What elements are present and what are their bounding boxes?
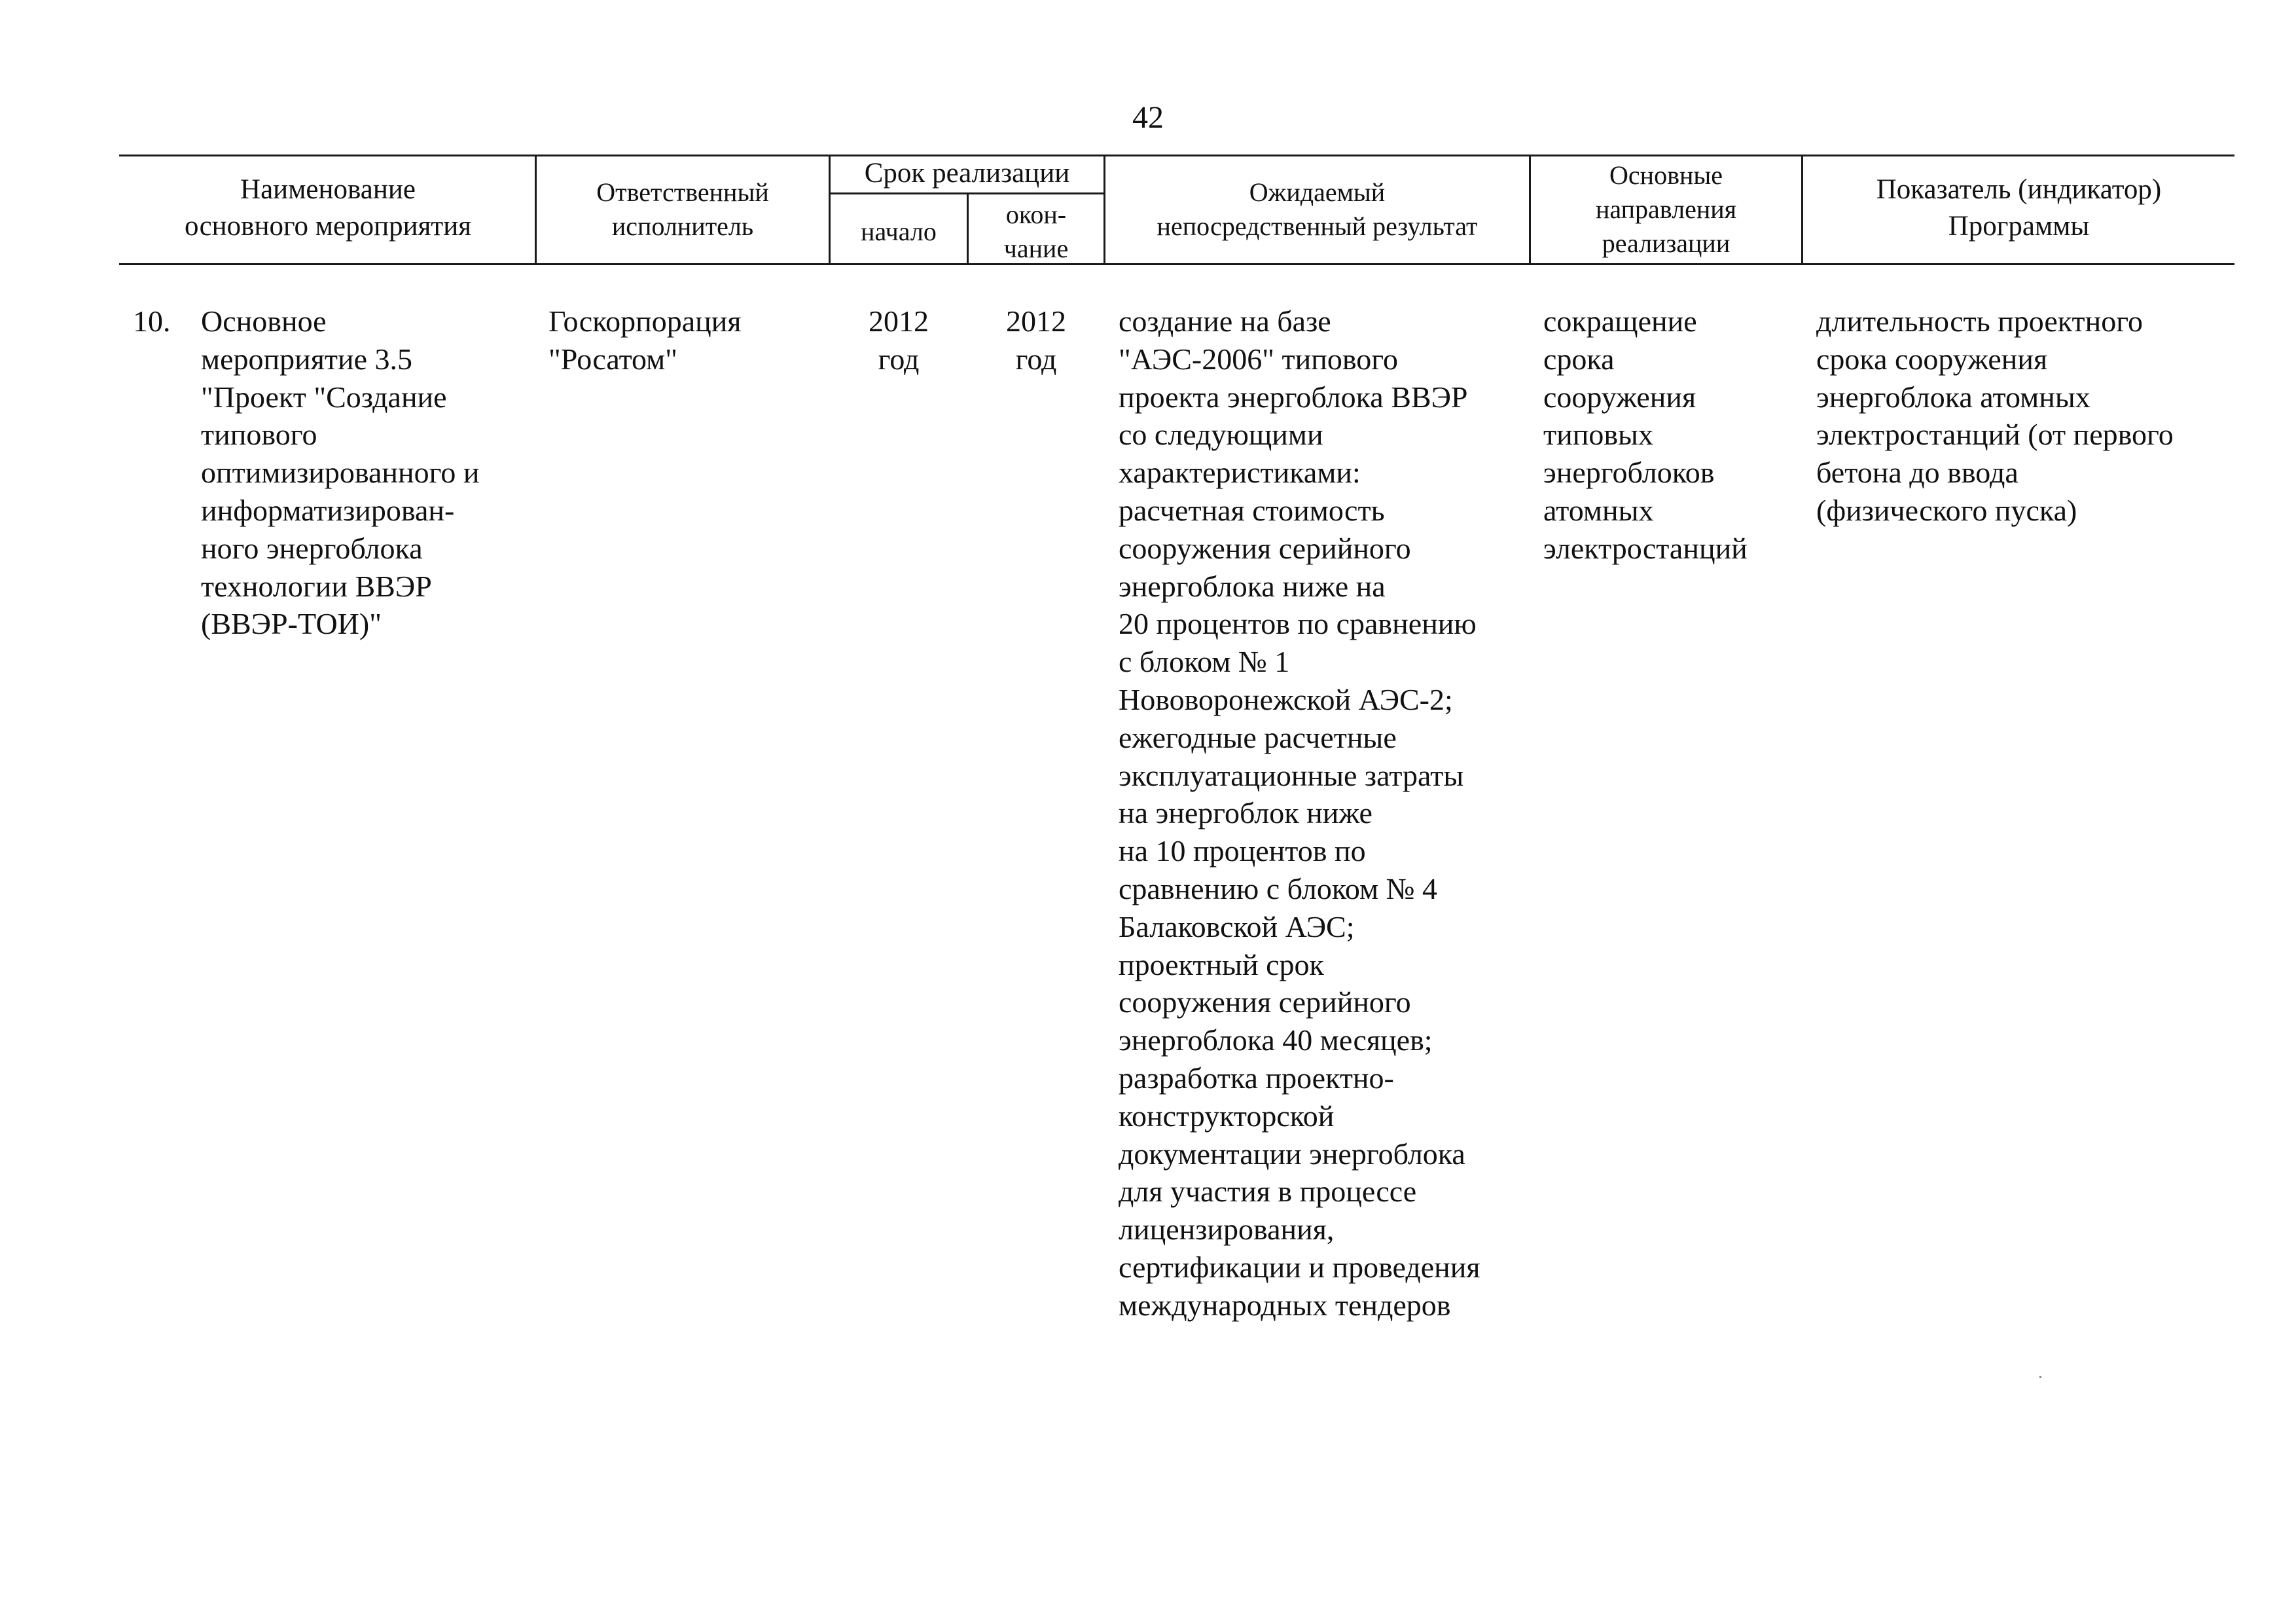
cell-term-end: 2012 год	[1006, 304, 1066, 376]
header-activity-name: Наименование основного мероприятия	[185, 174, 471, 242]
cell-expected-result: создание на базе "АЭС-2006" типового проекта энергоблока ВВЭР со следующими характеристиками: расчетная стоимость сооружения серийного энергоблока ниже на 20 процентов по сравнению с блоком № 1 Нововоронежской АЭС-2; ежегодные расчетные эксплуатационные затраты на энергоблок ниже на 10 процентов по сравнению с блоком № 4 Балаковской АЭС; проектный срок сооружения серийного энергоблока 40 месяцев; разработка проектно- конструкторской документации энергоблока для участия в процессе лицензирования, сертификации и проведения международных тендеров	[1119, 304, 1480, 1322]
cell-responsible-executor: Госкорпорация "Росатом"	[548, 304, 742, 376]
header-main-directions: Основные направления реализации	[1595, 160, 1737, 258]
scan-speck	[2039, 1376, 2041, 1378]
cell-main-directions: сокращение срока сооружения типовых энергоблоков атомных электростанций	[1543, 304, 1748, 565]
row-number: 10.	[133, 304, 171, 338]
header-implementation-term: Срок реализации	[864, 158, 1070, 189]
header-term-end: окон- чание	[1003, 200, 1069, 263]
header-term-start: начало	[861, 217, 937, 246]
page-number: 42	[1132, 100, 1164, 135]
table-header-bottom-border	[119, 263, 2234, 265]
table-top-border	[119, 155, 2234, 156]
cell-activity-name: Основное мероприятие 3.5 "Проект "Создание типового оптимизированного и информатизирован- ного энергоблока технологии ВВЭР (ВВЭР-ТОИ)"	[201, 304, 480, 641]
header-responsible-executor: Ответственный исполнитель	[596, 177, 769, 241]
header-program-indicator: Показатель (индикатор) Программы	[1876, 174, 2162, 242]
header-expected-result: Ожидаемый непосредственный результат	[1157, 177, 1478, 241]
cell-program-indicator: длительность проектного срока сооружения энергоблока атомных электростанций (от первого бетона до ввода (физического пуска)	[1816, 304, 2174, 527]
cell-term-start: 2012 год	[869, 304, 929, 376]
